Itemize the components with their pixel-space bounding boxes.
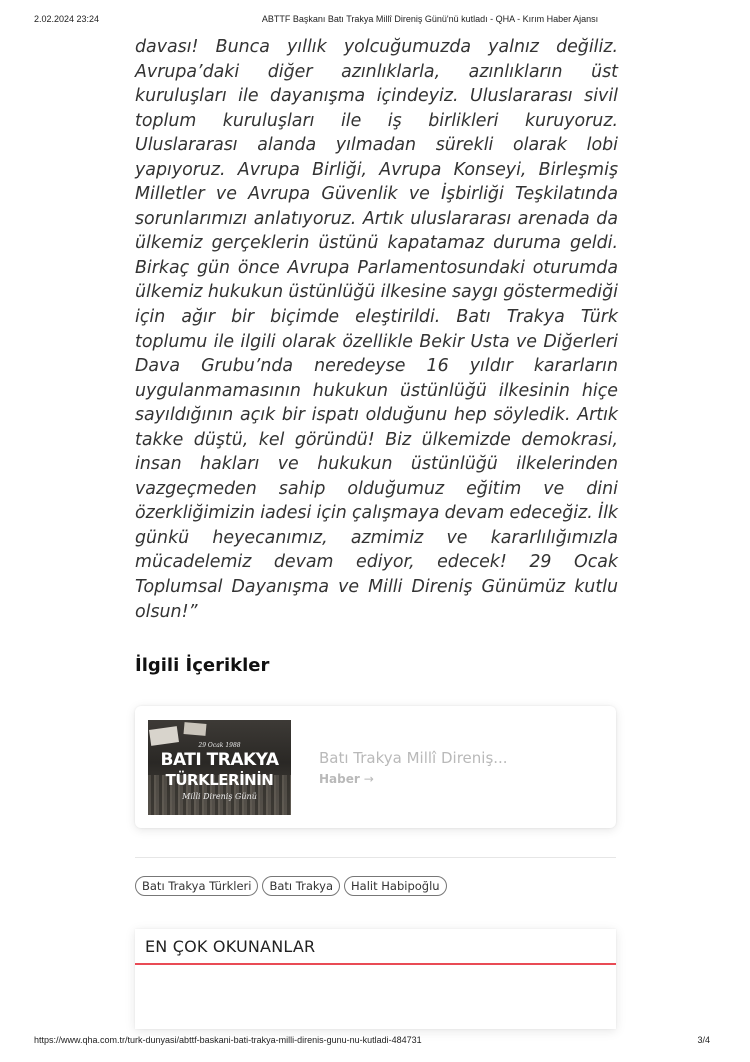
most-read-accent-rule (135, 963, 616, 965)
most-read-panel (135, 929, 616, 1029)
article-body-text: davası! Bunca yıllık yolcuğumuzda yalnız değiliz. Avrupa’daki diğer azınlıklarla, azınlıkların üst kuruluşları ile dayanışma içindeyiz. Uluslararası sivil toplum kuruluşları ile iş birlikleri kuruyoruz. Uluslararası alanda yılmadan sürekli olarak lobi yapıyoruz. Avrupa Birliği, Avrupa Konseyi, Birleşmiş Milletler ve Avrupa Güvenlik ve İşbirliği Teşkilatında sorunlarımızı anlatıyoruz. Artık uluslararası arenada da ülkemiz gerçeklerin üstünü kapatamaz duruma geldi. Birkaç gün önce Avrupa Parlamentosundaki oturumda ülkemiz hukukun üstünlüğü ilkesine saygı göstermediği için ağır bir biçimde eleştirildi. Batı Trakya Türk toplumu ile ilgili olarak özellikle Bekir Usta ve Diğerleri Dava Grubu’nda neredeyse 16 yıldır kararların uygulanmamasının hukukun üstünlüğü ilkesinin hiçe sayıldığının açık bir ispatı olduğunu hep söyledik. Artık takke düştü, kel göründü! Biz ülkemizde demokrasi, insan hakları ve hukukun üstünlüğü ilkelerinden vazgeçmeden sahip olduğumuz eğitim ve dini özerkliğimizin iadesi için çalışmaya devam edeceğiz. İlk günkü heyecanımız, azmimiz ve kararlılığımızla mücadelemiz devam ediyor, edecek! 29 Ocak Toplumsal Dayanışma ve Milli Direniş Günümüz kutlu olsun!” (135, 37, 618, 622)
print-url: https://www.qha.com.tr/turk-dunyasi/abttf-baskani-bati-trakya-milli-direnis-gunu-nu-kutladi-484731 (34, 1035, 422, 1045)
arrow-right-icon: → (363, 772, 374, 786)
thumbnail-subtitle: Milli Direniş Günü (182, 792, 257, 801)
print-page-number: 3/4 (697, 1035, 710, 1045)
category-label: Haber (319, 772, 360, 786)
related-article-thumbnail[interactable] (148, 720, 291, 815)
thumbnail-headline-line2: TÜRKLERİNİN (165, 771, 274, 789)
thumbnail-headline-line1: BATI TRAKYA (160, 750, 279, 770)
related-article-title[interactable]: Batı Trakya Millî Direniş... (319, 749, 508, 767)
tag-list (135, 876, 447, 896)
thumbnail-date: 29 Ocak 1988 (198, 742, 241, 749)
section-divider (135, 857, 616, 858)
tag-bati-trakya-turkleri[interactable]: Batı Trakya Türkleri (135, 876, 258, 896)
tag-bati-trakya[interactable]: Batı Trakya (262, 876, 340, 896)
print-date: 2.02.2024 23:24 (34, 14, 100, 24)
related-article-category[interactable] (319, 772, 374, 786)
thumbnail-protest-sign (184, 722, 207, 736)
print-page-title: ABTTF Başkanı Batı Trakya Millî Direniş Günü'nü kutladı - QHA - Kırım Haber Ajansı (261, 14, 599, 24)
related-content-heading: İlgili İçerikler (135, 655, 270, 676)
tag-halit-habipoglu[interactable]: Halit Habipoğlu (344, 876, 447, 896)
most-read-title: EN ÇOK OKUNANLAR (145, 937, 316, 956)
related-article-card[interactable] (135, 706, 616, 828)
